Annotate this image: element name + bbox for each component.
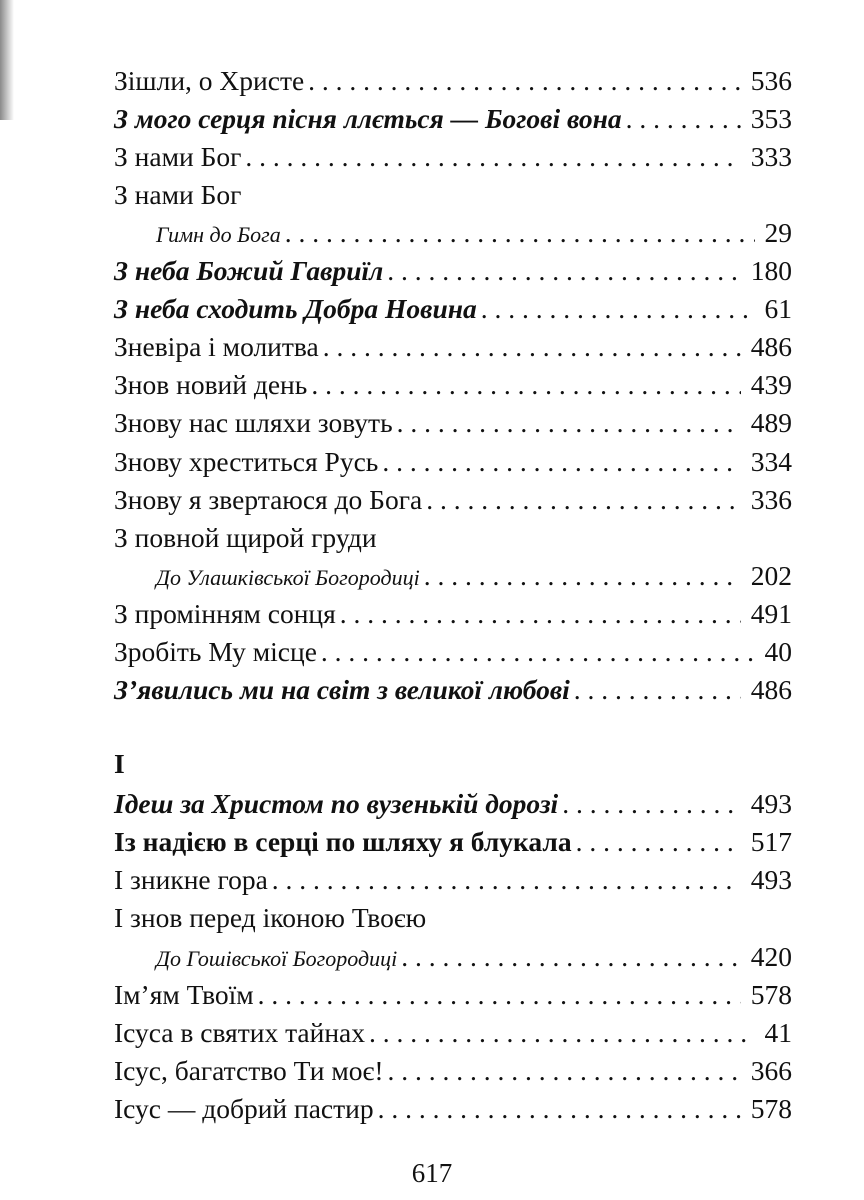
toc-group-z [114,56,792,704]
page-number: 617 [411,1158,453,1188]
toc-entry [114,970,792,1008]
entry-page-number: 493 [750,864,792,896]
table-of-contents [114,56,792,1122]
entry-page-number: 491 [750,597,792,629]
entry-title: З неба сходить Добра Новина [114,293,477,325]
entry-page-number: 439 [750,369,792,401]
entry-title: Ім’ям Твоїм [114,978,254,1010]
toc-entry [114,818,792,856]
page-edge-shadow [0,0,14,120]
entry-title: З нами Бог [114,140,242,172]
toc-entry [114,666,792,704]
entry-title: Зішли, о Христе [114,64,305,96]
section-heading-letter: І [114,747,125,779]
entry-title: Знову я звертаюся до Бога [114,483,423,515]
dot-leader [576,828,741,856]
dot-leader [245,143,740,171]
dot-leader [382,448,740,476]
toc-entry [114,627,792,665]
dot-leader [378,1095,741,1123]
entry-title: З мого серця пісня ллється — Богові вона [114,102,622,134]
entry-title: До Улашківської Богородиці [156,565,420,591]
dot-leader [481,295,755,323]
entry-title: І знов перед іконою Твоєю [114,902,427,934]
dot-leader [397,409,741,437]
entry-title: До Гошівської Богородиці [156,946,398,972]
entry-page-number: 40 [764,636,792,667]
entry-title: Знову хреститься Русь [114,445,379,477]
entry-page-number: 578 [750,1092,792,1124]
entry-page-number: 420 [750,940,792,972]
dot-leader [562,790,741,818]
entry-title: З повной щирой груди [114,521,377,553]
entry-page-number: 180 [750,255,792,287]
dot-leader [426,486,741,514]
dot-leader [388,1057,741,1085]
entry-title: Гимн до Бога [156,222,281,248]
entry-title: З промінням сонця [114,597,336,629]
dot-leader [308,67,741,95]
entry-page-number: 578 [750,978,792,1010]
toc-entry [114,894,792,932]
toc-entry [114,513,792,551]
toc-entry [114,246,792,287]
entry-title: Ідеш за Христом по вузенькій дорозі [114,788,559,820]
dot-leader [574,676,741,704]
entry-title: Ісус — добрий пастир [114,1092,374,1124]
toc-subentry [114,208,792,246]
toc-entry [114,1008,792,1046]
toc-entry [114,856,792,894]
toc-entry [114,56,792,94]
toc-entry [114,399,792,437]
section-spacer [114,704,792,742]
entry-title: Із надією в серці по шляху я блукала [114,826,572,858]
toc-entry [114,323,792,361]
toc-entry [114,170,792,208]
entry-title: Зробіть Му місце [114,636,317,667]
toc-entry [114,132,792,170]
toc-entry [114,361,792,399]
dot-leader [311,371,740,399]
entry-title: Знову нас шляхи зовуть [114,407,393,439]
toc-entry [114,475,792,513]
dot-leader [401,943,741,971]
dot-leader [424,562,741,590]
entry-page-number: 353 [750,102,792,134]
dot-leader [321,638,755,666]
entry-page-number: 366 [750,1054,792,1086]
dot-leader [272,866,741,894]
entry-title: І зникне гора [114,864,268,896]
entry-page-number: 333 [750,140,792,172]
dot-leader [626,105,741,133]
toc-group-i [114,780,792,1123]
dot-leader [323,333,741,361]
entry-title: Ісус, багатство Ти моє! [114,1054,384,1086]
entry-title: Знов новий день [114,369,308,401]
entry-page-number: 202 [750,559,792,591]
entry-page-number: 486 [750,331,792,363]
entry-page-number: 29 [764,216,792,248]
toc-entry [114,285,792,323]
entry-page-number: 493 [750,788,792,820]
toc-entry [114,589,792,627]
dot-leader [387,257,740,285]
entry-page-number: 486 [750,674,792,706]
entry-title: Ісуса в святих тайнах [114,1016,366,1048]
toc-entry [114,1084,792,1122]
toc-entry [114,94,792,132]
entry-page-number: 536 [750,64,792,96]
dot-leader [340,600,741,628]
entry-title: З нами Бог [114,178,242,210]
toc-subentry [114,551,792,589]
entry-page-number: 61 [764,293,792,325]
entry-title: З’явились ми на світ з великої любові [114,674,570,706]
toc-subentry [114,932,792,970]
dot-leader [369,1019,754,1047]
entry-page-number: 517 [750,826,792,858]
entry-page-number: 41 [764,1016,792,1048]
entry-page-number: 336 [750,483,792,515]
entry-title: З неба Божий Гавриїл [114,255,384,287]
entry-title: Зневіра і молитва [114,331,319,363]
entry-page-number: 489 [750,407,792,439]
dot-leader [258,981,741,1009]
toc-entry [114,780,792,818]
toc-entry [114,437,792,475]
toc-entry [114,1046,792,1084]
entry-page-number: 334 [750,445,792,477]
dot-leader [285,219,755,247]
